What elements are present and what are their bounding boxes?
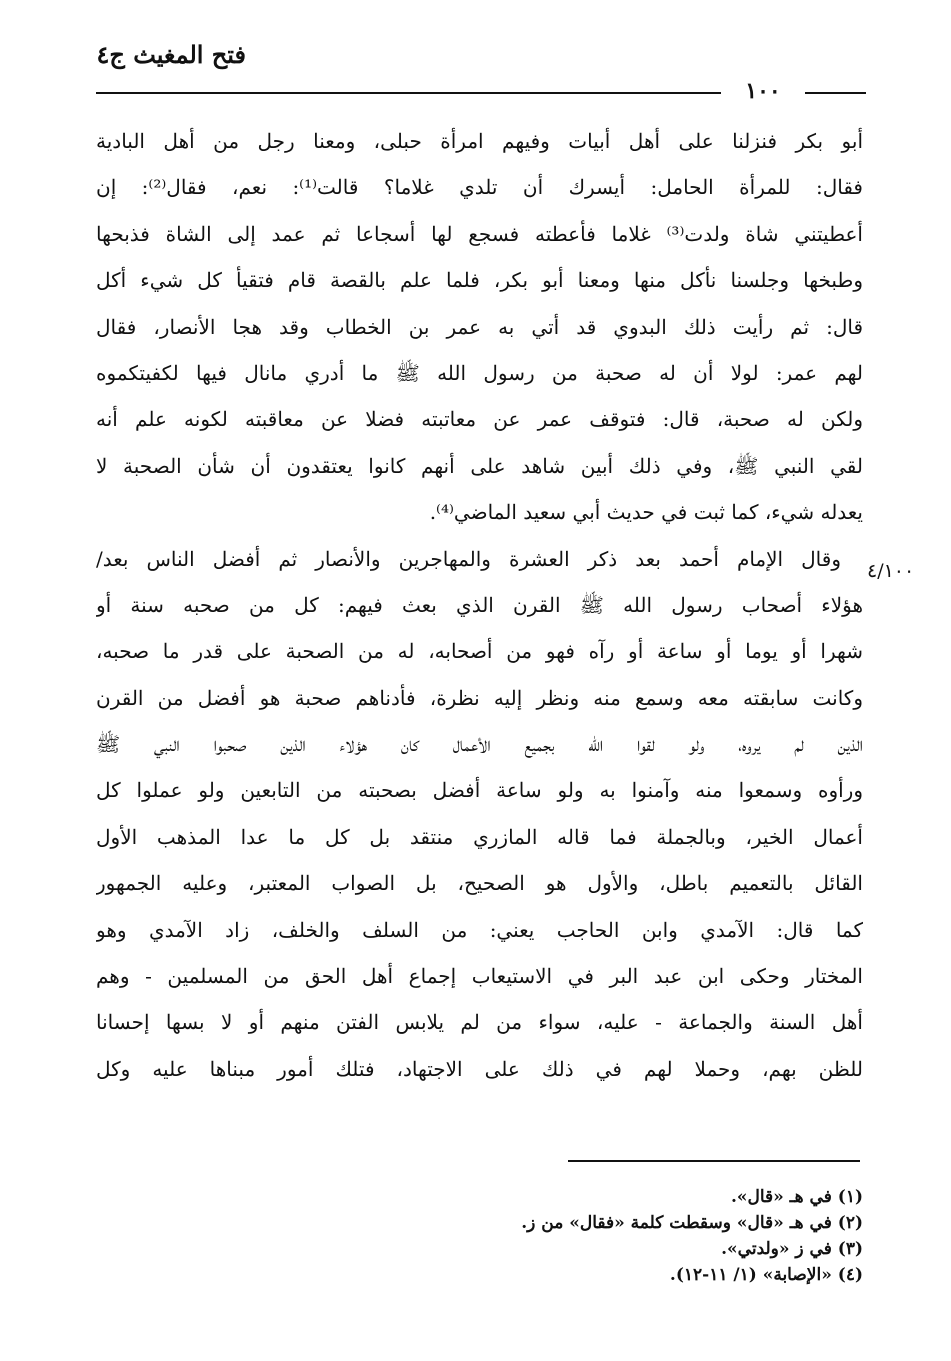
text-line: ورأوه وسمعوا منه وآمنوا به ولو ساعة أفضل بصحبته من التابعين ولو عملوا كل bbox=[96, 778, 863, 803]
text-line: لهم عمر: لولا أن له صحبة من رسول الله ﷺ ما أدري مانال فيها لكفيتكموه bbox=[96, 360, 863, 385]
page-number: ١٠٠ bbox=[745, 78, 781, 104]
text-line: القائل بالتعميم باطل، والأول هو الصحيح، بل الصواب المعتبر، وعليه الجمهور bbox=[96, 871, 863, 896]
text-line: أعطيتني شاة ولدت⁽³⁾ غلاما فأعطته فسجع لها أسجاعا ثم عمد إلى الشاة فذبحها bbox=[96, 221, 863, 246]
text-line: ولكن له صحبة، قال: فتوقف عمر عن معاتبته فضلا عن معاقبته لكونه علم أنه bbox=[96, 407, 863, 432]
paragraph-end-line: يعدله شيء، كما ثبت في حديث أبي سعيد الماضي⁽⁴⁾. bbox=[429, 500, 863, 525]
text-line: وكانت سابقته معه وسمع منه ونظر إليه نظرة، فأدناهم صحبة هو أفضل من القرن bbox=[96, 685, 863, 710]
running-title: فتح المغيث ج٤ bbox=[96, 40, 246, 69]
text-line: أعمال الخير، وبالجملة فما قاله المازري منتقد بل كل ما عدا المذهب الأول bbox=[96, 824, 863, 849]
footnote: (٣) في ز «ولدتي». bbox=[721, 1239, 863, 1259]
main-text bbox=[96, 118, 863, 1092]
text-line: المختار وحكى ابن عبد البر في الاستيعاب إجماع أهل الحق من المسلمين - وهم bbox=[96, 964, 863, 989]
text-line: كما قال: الآمدي وابن الحاجب يعني: من السلف والخلف، زاد الآمدي وهو bbox=[96, 917, 863, 942]
header-rule-right bbox=[805, 92, 866, 94]
text-line: هؤلاء أصحاب رسول الله ﷺ القرن الذي بعث فيهم: كل من صحبه سنة أو bbox=[96, 592, 863, 617]
text-line: فقال: للمرأة الحامل: أيسرك أن تلدي غلاما؟ قالت⁽¹⁾: نعم، فقال⁽²⁾: إن bbox=[96, 175, 863, 200]
text-line: أبو بكر فنزلنا على أهل أبيات وفيهم امرأة حبلى، ومعنا رجل من أهل البادية bbox=[96, 129, 863, 153]
footnotes bbox=[263, 1184, 863, 1288]
footnote: (١) في هـ «قال». bbox=[730, 1187, 863, 1207]
margin-page-reference: ٤/١٠٠ bbox=[867, 560, 915, 582]
footnote: (٢) في هـ «قال» وسقطت كلمة «فقال» من ز. bbox=[521, 1213, 863, 1233]
text-line: الذين لم يروه، ولو لقوا الله بجميع الأعمال كان هؤلاء الذين صحبوا النبي ﷺ bbox=[96, 732, 863, 757]
footnote-separator bbox=[568, 1160, 860, 1162]
header-rule-left bbox=[96, 92, 721, 94]
footnote: (٤) «الإصابة» (١/ ١١-١٢). bbox=[669, 1265, 863, 1285]
paragraph-start-line: وقال الإمام أحمد بعد ذكر العشرة والمهاجرين والأنصار ثم أفضل الناس بعد/ bbox=[96, 546, 841, 571]
text-line: لقي النبي ﷺ، وفي ذلك أبين شاهد على أنهم كانوا يعتقدون أن شأن الصحبة لا bbox=[96, 453, 863, 478]
text-line: شهرا أو يوما أو ساعة أو رآه فهو من أصحابه، له من الصحبة على قدر ما صحبه، bbox=[96, 639, 863, 664]
text-line: أهل السنة والجماعة - عليه، سواء من لم يلابس الفتن منهم أو لا بسها إحسانا bbox=[96, 1010, 863, 1035]
text-line: للظن بهم، وحملا لهم في ذلك على الاجتهاد، فتلك أمور مبناها عليه وكل bbox=[96, 1056, 863, 1081]
text-line: قال: ثم رأيت ذلك البدوي قد أتي به عمر بن الخطاب وقد هجا الأنصار، فقال bbox=[96, 314, 863, 339]
text-line: وطبخها وجلسنا نأكل منها ومعنا أبو بكر، فلما علم بالقصة قام فتقيأ كل شيء أكل bbox=[96, 268, 863, 293]
